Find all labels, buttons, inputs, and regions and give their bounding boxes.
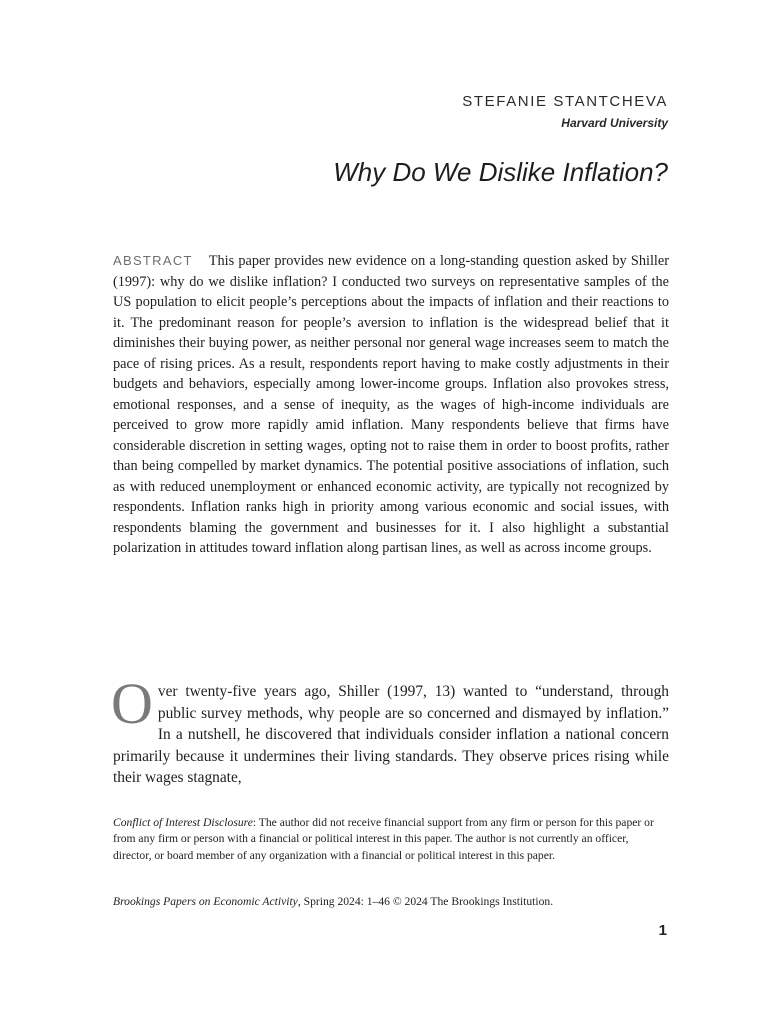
author-name: STEFANIE STANTCHEVA: [462, 93, 668, 110]
journal-name: Brookings Papers on Economic Activity: [113, 895, 298, 908]
body-text: ver twenty-five years ago, Shiller (1997, 13) wanted to “understand, through public survey methods, why people are so concerned and dismayed by inflation.” In a nutshell, he discovered that individuals consider inflation a national concern primarily because it undermines their living standards. They observe prices rising while their wages stagnate,: [113, 683, 669, 786]
author-affiliation: Harvard University: [561, 116, 668, 130]
paper-title: Why Do We Dislike Inflation?: [333, 157, 668, 187]
footnote-text: : The author did not receive financial support from any firm or person for this paper or from any firm or person with a financial or political interest in this paper. The author is not currently an officer, director, or board member of any organization with a financial or political interest in this paper.: [113, 816, 654, 862]
drop-cap: O: [111, 671, 153, 736]
conflict-disclosure-footnote: [113, 815, 669, 864]
abstract-text: This paper provides new evidence on a long-standing question asked by Shiller (1997): why do we dislike inflation? I conducted two surveys on representative samples of the US population to elicit people’s perceptions about the impacts of inflation and their reactions to it. The predominant reason for people’s aversion to inflation is the widespread belief that it diminishes their buying power, as neither personal nor general wage increases seem to match the pace of rising prices. As a result, respondents report having to make costly adjustments in their budgets and behaviors, especially among lower-income groups. Inflation also provokes stress, emotional responses, and a sense of inequity, as the wages of high-income individuals are perceived to grow more rapidly amid inflation. Many respondents believe that firms have considerable discretion in setting wages, opting not to raise them in order to boost profits, rather than being compelled by market dynamics. The potential positive associations of inflation, such as with reduced unemployment or enhanced economic activity, are typically not recognized by respondents. Inflation ranks high in priority among various economic and social issues, with respondents blaming the government and businesses for it. I also highlight a substantial polarization in attitudes toward inflation along partisan lines, as well as across income groups.: [113, 253, 669, 556]
page-number: 1: [658, 922, 667, 939]
body-paragraph: [111, 671, 669, 789]
journal-citation: [113, 894, 669, 910]
abstract-label: ABSTRACT: [113, 253, 193, 268]
abstract: [113, 251, 669, 559]
footnote-lead: Conflict of Interest Disclosure: [113, 816, 253, 829]
citation-text: , Spring 2024: 1–46 © 2024 The Brookings Institution.: [297, 895, 554, 908]
